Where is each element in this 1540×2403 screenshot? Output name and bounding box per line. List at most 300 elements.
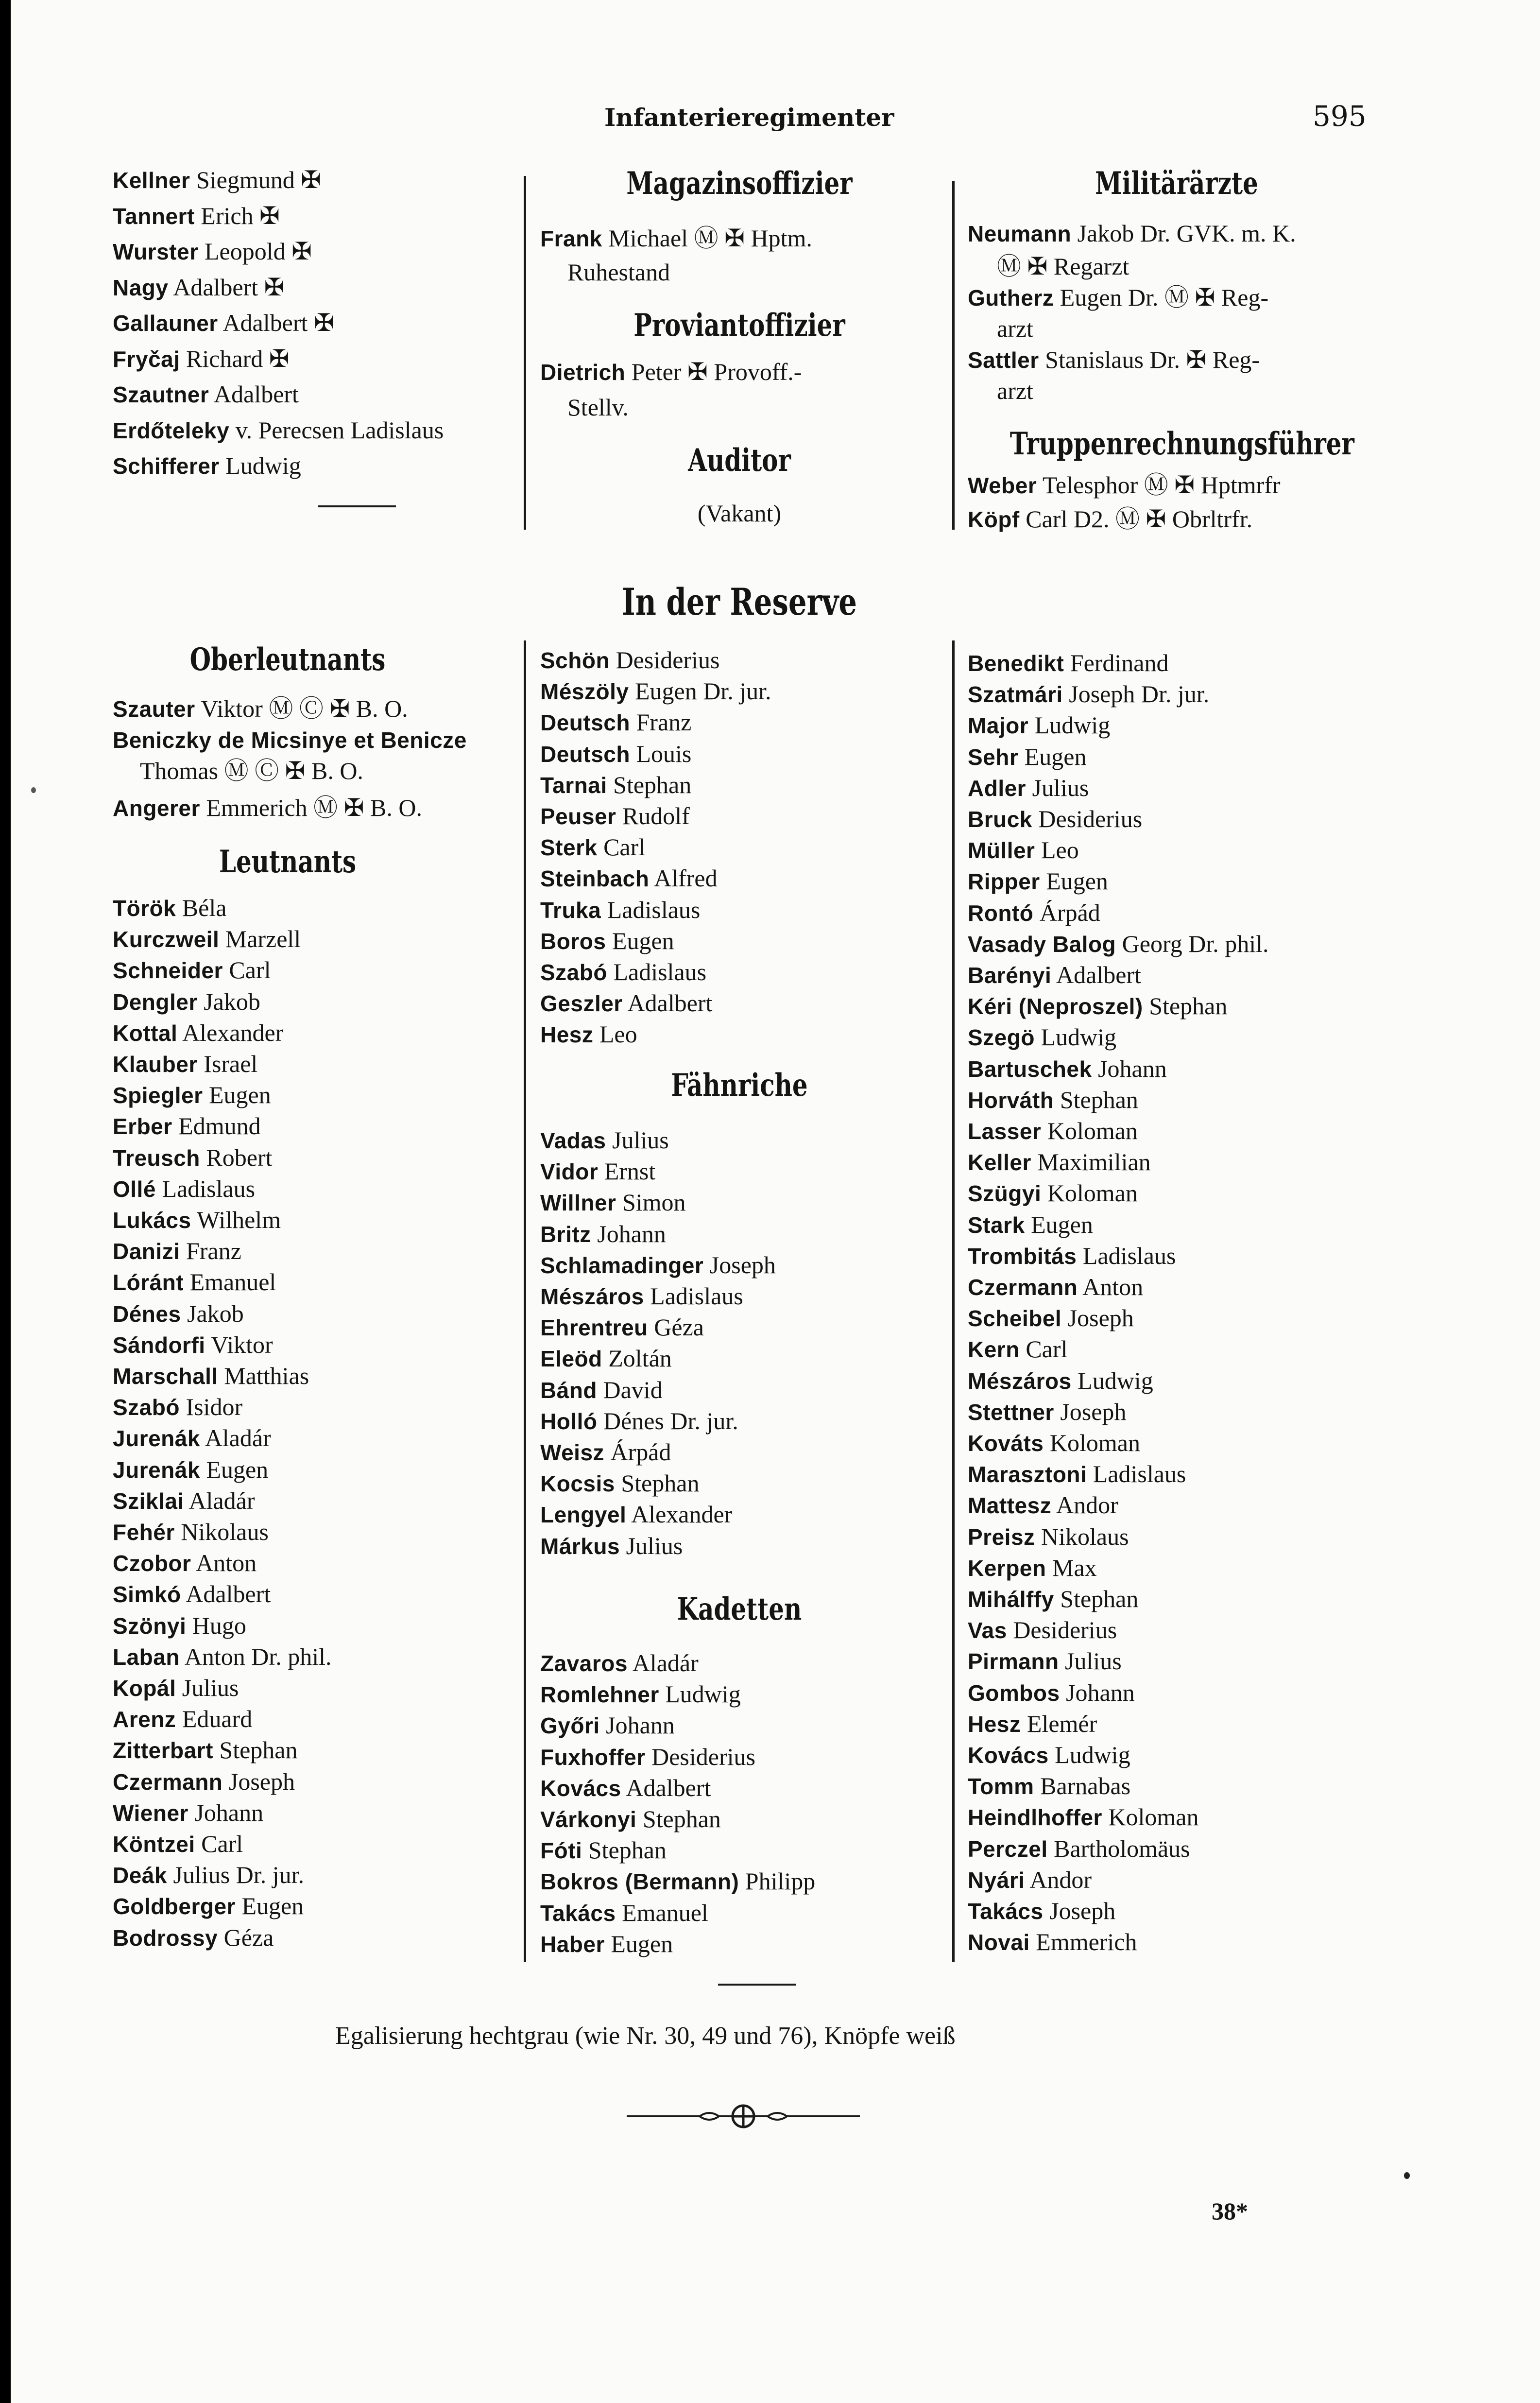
entry-rest: Johann xyxy=(194,1798,264,1826)
surname: Ollé xyxy=(113,1176,156,1202)
surname: Tomm xyxy=(968,1774,1034,1799)
entry-rest: Koloman xyxy=(1047,1117,1138,1144)
surname: Köpf xyxy=(968,507,1020,532)
entry-rest: Eugen xyxy=(206,1455,269,1483)
heading-proviantoffizier: Proviantoffizier xyxy=(633,307,845,344)
entry-rest: Julius xyxy=(612,1126,669,1154)
running-title: Infanterieregimenter xyxy=(604,103,894,132)
surname: Trombitás xyxy=(968,1243,1077,1269)
entry-rest: Viktor xyxy=(211,1331,273,1358)
entry-rest: Anton xyxy=(196,1549,257,1577)
surname: Simkó xyxy=(113,1582,181,1608)
list-entry xyxy=(968,1739,1130,1771)
entry-rest: Viktor Ⓜ Ⓒ ✠ B. O. xyxy=(201,695,408,722)
list-entry xyxy=(968,1271,1143,1303)
list-entry xyxy=(968,1926,1137,1958)
list-entry xyxy=(540,1530,683,1562)
entry-rest: Desiderius xyxy=(651,1743,755,1770)
list-entry xyxy=(540,1834,667,1866)
surname: Bánd xyxy=(540,1377,597,1403)
list-entry xyxy=(113,1672,239,1704)
heading-magazinsoffizier: Magazinsoffizier xyxy=(626,165,853,202)
list-entry xyxy=(113,1734,298,1766)
entry-rest: Eugen xyxy=(209,1081,271,1109)
entry-rest: Ferdinand xyxy=(1070,649,1169,676)
entry-rest: Georg Dr. phil. xyxy=(1122,930,1269,957)
entry-rest: Leo xyxy=(1041,836,1079,864)
surname: Wurster xyxy=(113,239,199,264)
entry-rest: Anton Dr. phil. xyxy=(184,1642,332,1670)
surname: Vasady Balog xyxy=(968,931,1116,957)
surname: Haber xyxy=(540,1931,605,1957)
scan-speck xyxy=(1404,2172,1410,2179)
list-entry xyxy=(540,1866,815,1897)
list-entry xyxy=(540,644,719,676)
list-entry xyxy=(113,272,285,303)
surname: Scheibel xyxy=(968,1306,1062,1331)
entry-rest: Ladislaus xyxy=(162,1175,256,1202)
entry-rest: Desiderius xyxy=(616,646,720,674)
surname: Arenz xyxy=(113,1707,176,1732)
list-entry xyxy=(113,1797,263,1829)
surname: Czobor xyxy=(113,1551,191,1576)
surname: Czermann xyxy=(113,1769,223,1795)
entry-rest: Joseph Dr. jur. xyxy=(1069,680,1210,708)
list-entry xyxy=(968,865,1108,897)
surname: Steinbach xyxy=(540,866,650,892)
surname: Bartuschek xyxy=(968,1056,1092,1082)
surname: Deutsch xyxy=(540,710,630,736)
surname: Gutherz xyxy=(968,285,1054,311)
entry-rest: Ladislaus xyxy=(1082,1242,1176,1269)
book-page xyxy=(11,0,1540,2403)
surname: Takács xyxy=(968,1899,1044,1924)
list-entry xyxy=(540,925,674,957)
surname: Novai xyxy=(968,1930,1030,1955)
heading-militaeraerzte: Militärärzte xyxy=(1095,165,1258,202)
entry-rest: Andor xyxy=(1029,1866,1092,1893)
list-entry xyxy=(540,769,691,801)
surname: Sattler xyxy=(968,347,1039,373)
surname: Stark xyxy=(968,1212,1025,1238)
list-entry xyxy=(113,1204,281,1236)
surname: Zitterbart xyxy=(113,1738,213,1763)
surname: Sehr xyxy=(968,744,1019,770)
list-entry xyxy=(968,647,1169,679)
surname: Weisz xyxy=(540,1440,605,1465)
column-rule xyxy=(952,181,955,530)
list-entry xyxy=(968,1583,1138,1615)
list-entry xyxy=(540,1312,704,1343)
entry-rest: Eugen xyxy=(1046,867,1108,895)
list-entry xyxy=(968,1333,1067,1365)
aerzte-line-1 xyxy=(968,218,1296,249)
surname: Tannert xyxy=(113,203,195,229)
entry-rest: Eugen xyxy=(612,927,674,954)
surname: Boros xyxy=(540,928,606,954)
entry-rest: Carl xyxy=(201,1830,243,1857)
surname: Eleöd xyxy=(540,1346,602,1372)
surname: Pirmann xyxy=(968,1649,1059,1675)
surname: Nyári xyxy=(968,1867,1025,1893)
entry-rest: Dénes Dr. jur. xyxy=(603,1407,738,1435)
entry-rest: Emanuel xyxy=(189,1268,276,1296)
list-entry xyxy=(540,1897,708,1929)
surname: Mattesz xyxy=(968,1493,1052,1519)
list-entry xyxy=(968,1895,1115,1927)
proviant-line-2: Stellv. xyxy=(567,394,629,421)
list-entry xyxy=(540,1405,738,1437)
list-entry xyxy=(968,990,1227,1022)
heading-kadetten: Kadetten xyxy=(677,1591,802,1627)
surname: Kellner xyxy=(113,168,190,193)
entry-rest: Andor xyxy=(1056,1491,1118,1519)
entry-rest: Jakob Dr. GVK. m. K. xyxy=(1077,220,1296,247)
list-entry xyxy=(968,1770,1130,1802)
entry-rest: Philipp xyxy=(745,1867,816,1895)
list-entry xyxy=(113,1360,309,1392)
surname: Adler xyxy=(968,775,1027,801)
list-entry xyxy=(113,1610,246,1642)
entry-rest: Anton xyxy=(1082,1273,1144,1300)
list-entry xyxy=(968,709,1110,741)
list-entry xyxy=(113,1329,273,1361)
entry-rest: Ladislaus xyxy=(613,958,707,985)
surname: Spiegler xyxy=(113,1083,203,1108)
surname: Deutsch xyxy=(540,741,630,767)
entry-rest: Bartholomäus xyxy=(1054,1834,1190,1862)
list-entry xyxy=(113,1703,252,1735)
list-entry xyxy=(540,1928,673,1960)
entry-rest: Simon xyxy=(622,1189,686,1216)
surname: Szauter xyxy=(113,696,195,722)
column-rule xyxy=(524,176,526,530)
entry-rest: Nikolaus xyxy=(1041,1522,1129,1550)
list-entry xyxy=(113,1547,257,1579)
surname: Czermann xyxy=(968,1275,1078,1300)
surname: Neumann xyxy=(968,221,1072,246)
heading-auditor: Auditor xyxy=(688,442,791,479)
surname: Szabó xyxy=(113,1395,180,1420)
surname: Willner xyxy=(540,1190,616,1216)
aerzte-line-2: Ⓜ ✠ Regarzt xyxy=(997,253,1129,280)
list-entry xyxy=(113,986,260,1018)
list-entry xyxy=(540,1741,755,1773)
list-entry xyxy=(968,1458,1186,1490)
entry-rest: Alexander xyxy=(182,1019,284,1046)
entry-rest: Adalbert xyxy=(627,989,713,1017)
list-entry xyxy=(540,1499,732,1530)
surname: Sándorfi xyxy=(113,1332,205,1358)
entry-rest: Peter ✠ Provoff.- xyxy=(631,358,802,385)
entry-rest: Marzell xyxy=(225,925,301,953)
entry-rest: Géza xyxy=(223,1923,274,1951)
surname: Török xyxy=(113,896,176,921)
entry-rest: Ludwig xyxy=(225,452,301,479)
oberleutnant-line-3: Thomas Ⓜ Ⓒ ✠ B. O. xyxy=(140,757,363,784)
entry-rest: Carl xyxy=(229,956,271,984)
entry-rest: Franz xyxy=(186,1237,241,1265)
list-entry xyxy=(113,200,280,232)
entry-rest: Béla xyxy=(182,894,227,921)
entry-rest: Julius xyxy=(626,1532,683,1559)
surname: Preisz xyxy=(968,1524,1035,1550)
surname: Zavaros xyxy=(540,1651,628,1676)
surname: Kovács xyxy=(968,1743,1049,1768)
entry-rest: Johann xyxy=(597,1220,666,1247)
surname: Szegö xyxy=(968,1025,1035,1051)
list-entry xyxy=(113,164,321,196)
list-entry xyxy=(113,1173,255,1205)
surname: Fryčaj xyxy=(113,346,180,372)
surname: Kovács xyxy=(540,1775,621,1801)
list-entry xyxy=(540,738,691,770)
entry-rest: Ladislaus xyxy=(1093,1460,1186,1488)
oberleutnant-line-2 xyxy=(113,724,467,756)
list-entry xyxy=(968,1146,1151,1178)
entry-rest: Joseph xyxy=(1049,1897,1116,1924)
list-entry xyxy=(113,1017,283,1049)
entry-rest: Julius xyxy=(1065,1647,1122,1675)
entry-rest: Franz xyxy=(636,709,692,736)
surname: Perczel xyxy=(968,1836,1048,1862)
entry-rest: Adalbert xyxy=(626,1774,711,1801)
list-entry xyxy=(968,1645,1122,1677)
heading-faehnriche: Fähnriche xyxy=(671,1067,808,1104)
signature-mark: 38* xyxy=(1212,2197,1248,2225)
list-entry xyxy=(968,1302,1134,1334)
surname: Dénes xyxy=(113,1301,181,1327)
surname: Sterk xyxy=(540,835,598,861)
list-entry xyxy=(968,678,1209,710)
entry-rest: Aladár xyxy=(205,1424,271,1452)
egalisierung-note: Egalisierung hechtgrau (wie Nr. 30, 49 und 76), Knöpfe weiß xyxy=(335,2022,956,2050)
entry-rest: Erich ✠ xyxy=(201,202,280,229)
list-entry xyxy=(968,772,1089,804)
list-entry xyxy=(968,1708,1097,1740)
surname: Mihálffy xyxy=(968,1587,1054,1612)
list-entry xyxy=(540,894,700,926)
entry-rest: Adalbert xyxy=(1056,961,1141,988)
surname: Schneider xyxy=(113,958,223,984)
surname: Kern xyxy=(968,1337,1020,1363)
entry-rest: Stephan xyxy=(1149,992,1228,1020)
surname: Major xyxy=(968,713,1029,739)
surname: Kottal xyxy=(113,1020,178,1046)
entry-rest: Elemér xyxy=(1027,1710,1097,1737)
surname: Wiener xyxy=(113,1800,188,1826)
entry-rest: Johann xyxy=(1066,1678,1135,1706)
surname: Danizi xyxy=(113,1239,180,1264)
list-entry xyxy=(968,1084,1138,1116)
entry-rest: Joseph xyxy=(709,1251,776,1279)
surname: Takács xyxy=(540,1900,616,1926)
surname: Marschall xyxy=(113,1364,218,1389)
surname: Marasztoni xyxy=(968,1462,1087,1487)
entry-rest: Joseph xyxy=(1067,1304,1134,1332)
list-entry xyxy=(113,1516,269,1548)
magazin-line-1 xyxy=(540,223,812,254)
list-entry xyxy=(113,1391,242,1423)
surname: Schön xyxy=(540,648,610,673)
entry-rest: Emmerich Ⓜ ✠ B. O. xyxy=(206,794,422,821)
auditor-vakant: (Vakant) xyxy=(697,500,782,527)
entry-rest: Zoltán xyxy=(608,1345,672,1372)
surname: Hesz xyxy=(968,1711,1021,1737)
surname: Ehrentreu xyxy=(540,1315,648,1341)
entry-rest: Barnabas xyxy=(1040,1772,1131,1800)
list-entry xyxy=(540,1019,637,1050)
surname: Dietrich xyxy=(540,360,626,385)
list-entry xyxy=(968,1614,1117,1646)
surname: Fehér xyxy=(113,1520,175,1545)
surname: Kopál xyxy=(113,1676,176,1701)
surname: Klauber xyxy=(113,1052,198,1077)
aerzte-line-5 xyxy=(968,344,1260,376)
list-entry xyxy=(540,1647,699,1679)
list-entry xyxy=(540,1280,743,1312)
list-entry xyxy=(113,379,299,410)
entry-rest: Aladár xyxy=(188,1487,255,1514)
list-entry xyxy=(968,959,1141,991)
list-entry xyxy=(540,1249,776,1281)
list-entry xyxy=(540,1436,671,1468)
list-entry xyxy=(540,800,690,832)
surname: Kováts xyxy=(968,1431,1044,1456)
surname: Fóti xyxy=(540,1838,582,1864)
surname: Britz xyxy=(540,1221,591,1247)
surname: Győri xyxy=(540,1713,600,1739)
entry-rest: Emanuel xyxy=(622,1899,708,1926)
list-entry xyxy=(540,675,771,707)
list-entry xyxy=(968,1240,1176,1272)
entry-rest: Jakob xyxy=(204,987,260,1015)
entry-rest: Maximilian xyxy=(1037,1148,1151,1176)
entry-rest: Julius xyxy=(1032,774,1089,801)
surname: Tarnai xyxy=(540,772,607,798)
surname: Erdőteleky xyxy=(113,417,230,443)
entry-rest: Michael Ⓜ ✠ Hptm. xyxy=(608,225,812,252)
surname: Goldberger xyxy=(113,1894,236,1919)
surname: Hesz xyxy=(540,1022,594,1048)
entry-rest: Israel xyxy=(204,1050,258,1077)
surname: Mészöly xyxy=(540,679,629,705)
column-rule xyxy=(952,640,955,1962)
surname: Szabó xyxy=(540,960,607,985)
entry-rest: Nikolaus xyxy=(181,1518,269,1545)
list-entry xyxy=(113,923,301,955)
surname: Bruck xyxy=(968,807,1032,832)
entry-rest: Max xyxy=(1052,1554,1097,1581)
entry-rest: Eugen xyxy=(611,1930,673,1957)
list-entry xyxy=(113,1235,241,1267)
entry-rest: Árpád xyxy=(1039,899,1100,926)
surname: Szatmári xyxy=(968,682,1063,708)
list-entry xyxy=(113,1641,332,1673)
truppen-line-2 xyxy=(968,503,1252,535)
list-entry xyxy=(968,1209,1093,1241)
entry-rest: Stephan xyxy=(1060,1585,1139,1612)
list-entry xyxy=(113,1422,271,1454)
entry-rest: Johann xyxy=(606,1711,675,1739)
surname: Peuser xyxy=(540,804,616,829)
surname: Vadas xyxy=(540,1128,606,1153)
list-entry xyxy=(968,1552,1097,1584)
list-entry xyxy=(540,987,712,1019)
surname: Kerpen xyxy=(968,1555,1046,1581)
list-entry xyxy=(540,1187,686,1218)
list-entry xyxy=(968,1677,1135,1709)
list-entry xyxy=(113,1578,271,1610)
list-entry xyxy=(113,450,301,482)
entry-rest: Wilhelm xyxy=(197,1206,281,1233)
list-entry xyxy=(540,1218,666,1250)
entry-rest: Carl xyxy=(603,833,646,861)
surname: Laban xyxy=(113,1644,180,1670)
surname: Jurenák xyxy=(113,1426,200,1452)
surname: Treusch xyxy=(113,1145,200,1171)
list-entry xyxy=(113,1142,273,1174)
list-entry xyxy=(540,707,691,738)
entry-rest: Stanislaus Dr. ✠ Reg- xyxy=(1045,346,1260,373)
magazin-line-2: Ruhestand xyxy=(567,259,670,286)
entry-rest: Eugen xyxy=(241,1892,304,1920)
entry-rest: Koloman xyxy=(1047,1179,1138,1207)
list-entry xyxy=(968,1021,1116,1053)
entry-rest: Julius xyxy=(182,1674,239,1701)
heading-in-der-reserve: In der Reserve xyxy=(622,580,857,623)
surname: Mészáros xyxy=(540,1284,644,1309)
list-entry xyxy=(113,307,334,339)
entry-rest: Koloman xyxy=(1049,1429,1140,1456)
entry-rest: Stephan xyxy=(1060,1086,1138,1113)
entry-rest: Stephan xyxy=(642,1805,721,1833)
surname: Holló xyxy=(540,1408,598,1434)
entry-rest: Ludwig xyxy=(1055,1741,1130,1768)
list-entry xyxy=(968,834,1079,866)
entry-rest: David xyxy=(603,1376,663,1403)
entry-rest: Eugen Dr. jur. xyxy=(634,677,771,705)
entry-rest: Julius Dr. jur. xyxy=(173,1861,304,1889)
list-entry xyxy=(113,1828,243,1860)
entry-rest: Ludwig xyxy=(665,1680,741,1708)
entry-rest: Rudolf xyxy=(622,802,690,830)
surname: Schlamadinger xyxy=(540,1252,704,1278)
surname: Barényi xyxy=(968,963,1052,988)
surname: Jurenák xyxy=(113,1457,200,1483)
entry-rest: Aladár xyxy=(632,1649,699,1677)
entry-rest: Ladislaus xyxy=(607,896,701,923)
surname: Vas xyxy=(968,1618,1007,1643)
list-entry xyxy=(113,1110,261,1142)
entry-rest: Emmerich xyxy=(1036,1928,1137,1956)
list-entry xyxy=(968,1177,1138,1209)
entry-rest: Eugen xyxy=(1024,743,1087,770)
entry-rest: Stephan xyxy=(219,1736,298,1764)
list-entry xyxy=(540,1468,699,1499)
list-entry xyxy=(540,1156,655,1187)
surname: Horváth xyxy=(968,1087,1054,1113)
entry-rest: Desiderius xyxy=(1013,1616,1117,1644)
list-entry xyxy=(540,1710,675,1741)
surname: Beniczky de Micsinye et Benicze xyxy=(113,727,467,753)
list-entry xyxy=(968,1115,1138,1147)
list-entry xyxy=(113,1266,276,1298)
entry-rest: Joseph xyxy=(1060,1398,1127,1425)
entry-rest: Eugen xyxy=(1031,1210,1093,1238)
entry-rest: Robert xyxy=(206,1143,273,1171)
list-entry xyxy=(540,831,645,863)
